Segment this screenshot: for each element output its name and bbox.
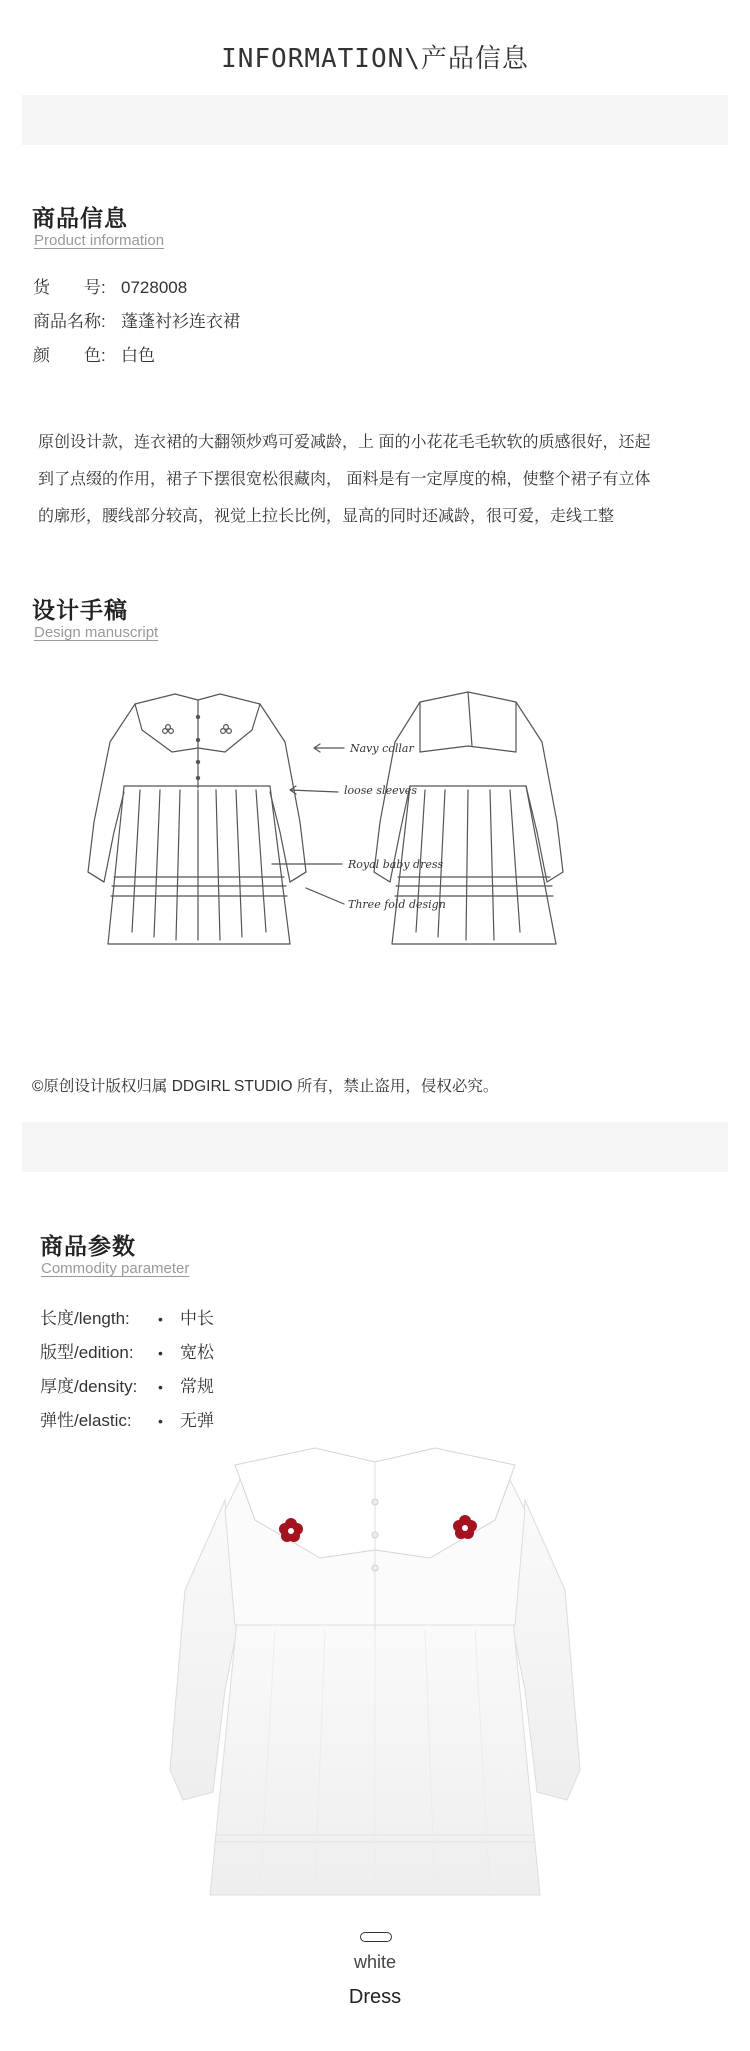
param-label: 弹性/elastic:	[40, 1411, 132, 1430]
params-subtitle: Commodity parameter	[41, 1260, 190, 1277]
section-divider-band	[22, 95, 728, 145]
bullet-icon: •	[158, 1379, 163, 1395]
design-title: 设计手稿	[32, 597, 128, 623]
bullet-icon: •	[158, 1311, 163, 1327]
product-name: Dress	[348, 1986, 402, 2008]
info-value: 0728008	[121, 278, 188, 297]
info-row-name	[33, 305, 240, 339]
design-sketch	[80, 682, 680, 1002]
info-row-color	[33, 339, 240, 373]
param-value: 常规	[180, 1377, 214, 1396]
color-name: white	[353, 1952, 397, 1972]
page-title: INFORMATION\产品信息	[221, 44, 529, 74]
param-label: 长度/length:	[40, 1309, 130, 1328]
info-label: 商品名称:	[33, 312, 106, 331]
annotation-navy-collar: Navy collar	[350, 742, 414, 755]
product-info-title: 商品信息	[32, 205, 128, 231]
info-value: 白色	[121, 346, 155, 365]
color-swatch[interactable]	[360, 1932, 392, 1942]
info-row-sku	[33, 271, 240, 305]
param-row-length	[40, 1302, 214, 1336]
params-list	[40, 1302, 214, 1438]
info-label: 颜 色:	[33, 346, 106, 365]
annotation-royal-baby-dress: Royal baby dress	[348, 858, 444, 871]
bullet-icon: •	[158, 1345, 163, 1361]
param-value: 无弹	[180, 1411, 214, 1430]
info-value: 蓬蓬衬衫连衣裙	[121, 312, 240, 331]
product-photo	[165, 1440, 585, 1910]
product-info-subtitle: Product information	[34, 232, 165, 249]
params-title: 商品参数	[40, 1233, 136, 1259]
info-label: 货 号:	[33, 278, 106, 297]
param-value: 宽松	[180, 1343, 214, 1362]
product-description	[38, 424, 714, 535]
param-label: 厚度/density:	[40, 1377, 138, 1396]
product-info-list	[33, 271, 240, 373]
param-row-elastic	[40, 1404, 214, 1438]
param-row-density	[40, 1370, 214, 1404]
annotation-three-fold: Three fold design	[348, 898, 446, 911]
description-line: 原创设计款，连衣裙的大翻领炒鸡可爱减龄，上 面的小花花毛毛软软的质感很好，还起	[38, 434, 651, 451]
param-value: 中长	[180, 1309, 214, 1328]
description-line: 的廓形，腰线部分较高，视觉上拉长比例，显高的同时还减龄，很可爱，走线工整	[38, 508, 615, 525]
annotation-loose-sleeves: loose sleeves	[344, 784, 417, 797]
param-label: 版型/edition:	[40, 1343, 134, 1362]
description-line: 到了点缀的作用，裙子下摆很宽松很藏肉， 面料是有一定厚度的棉，使整个裙子有立体	[38, 471, 651, 488]
section-divider-band	[22, 1122, 728, 1172]
bullet-icon: •	[158, 1413, 163, 1429]
copyright-notice: ©原创设计版权归属 DDGIRL STUDIO 所有，禁止盗用，侵权必究。	[32, 1078, 499, 1095]
design-subtitle: Design manuscript	[34, 624, 159, 641]
param-row-edition	[40, 1336, 214, 1370]
